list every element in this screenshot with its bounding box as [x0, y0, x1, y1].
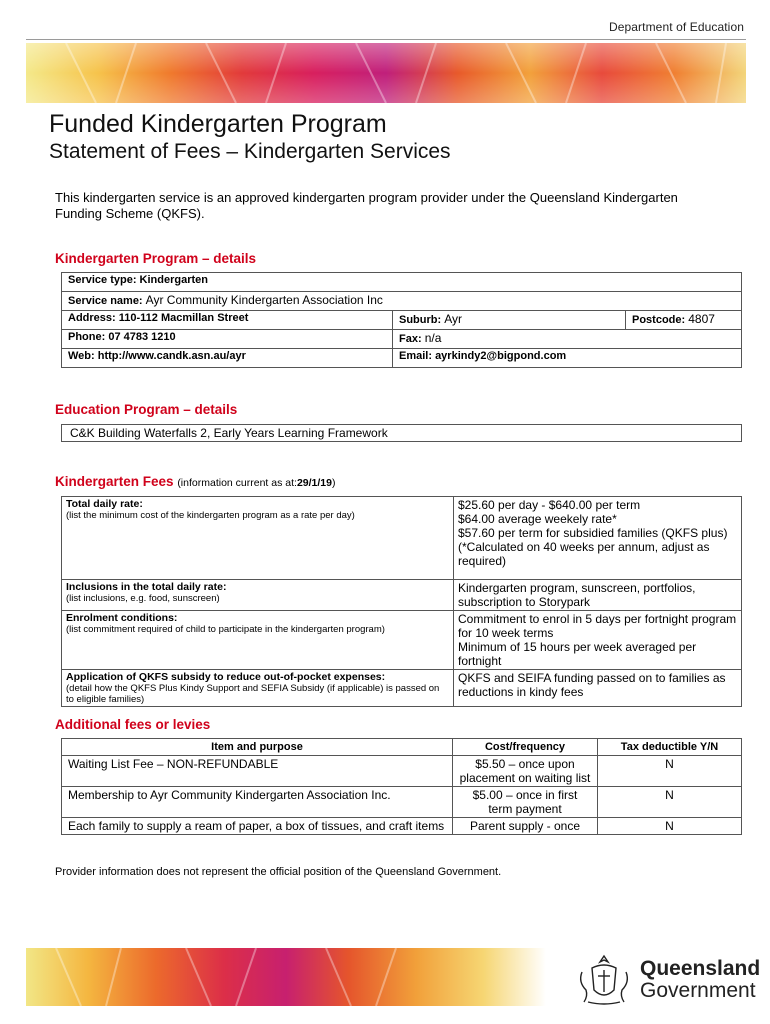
address-cell: Address: 110-112 Macmillan Street [62, 311, 393, 330]
service-name-cell: Service name: Ayr Community Kindergarten Association Inc [62, 292, 742, 311]
column-header-tax: Tax deductible Y/N [598, 739, 742, 756]
postcode-cell: Postcode: 4807 [626, 311, 742, 330]
fee-label-cell: Enrolment conditions: (list commitment required of child to participate in the kindergarten program) [62, 611, 454, 670]
fees-table [61, 496, 742, 707]
fee-value-cell: Kindergarten program, sunscreen, portfolios, subscription to Storypark [454, 580, 742, 611]
education-details-heading: Education Program – details [55, 402, 238, 417]
fee-label-cell: Inclusions in the total daily rate: (list inclusions, e.g. food, sunscreen) [62, 580, 454, 611]
email-cell: Email: ayrkindy2@bigpond.com [393, 349, 742, 368]
item-cell: Waiting List Fee – NON-REFUNDABLE [62, 756, 453, 787]
page-subtitle: Statement of Fees – Kindergarten Services [49, 140, 451, 163]
logo-line-2: Government [640, 979, 756, 1002]
program-details-table [61, 272, 742, 368]
tax-cell: N [598, 756, 742, 787]
table-header-row [62, 739, 742, 756]
fees-date-note: (information current as at:29/1/19) [177, 477, 336, 489]
fee-label-cell: Total daily rate: (list the minimum cost of the kindergarten program as a rate per day) [62, 497, 454, 580]
tax-cell: N [598, 787, 742, 818]
footer-banner [26, 948, 546, 1006]
queensland-government-logo [574, 950, 761, 1008]
header-banner [26, 43, 746, 103]
fee-row-total-daily-rate [62, 497, 742, 580]
cost-cell: $5.50 – once upon placement on waiting list [453, 756, 598, 787]
header-divider [26, 39, 746, 40]
fees-heading: Kindergarten Fees (information current as at:29/1/19) [55, 474, 336, 489]
phone-cell: Phone: 07 4783 1210 [62, 330, 393, 349]
tax-cell: N [598, 818, 742, 835]
table-row [62, 756, 742, 787]
suburb-cell: Suburb: Ayr [393, 311, 626, 330]
intro-paragraph: This kindergarten service is an approved kindergarten program provider under the Queensland Kindergarten Funding Scheme (QKFS). [55, 190, 678, 221]
item-cell: Membership to Ayr Community Kindergarten Association Inc. [62, 787, 453, 818]
education-program-value: C&K Building Waterfalls 2, Early Years Learning Framework [62, 425, 742, 442]
fee-value-cell: QKFS and SEIFA funding passed on to families as reductions in kindy fees [454, 670, 742, 707]
item-cell: Each family to supply a ream of paper, a box of tissues, and craft items [62, 818, 453, 835]
table-row [62, 787, 742, 818]
fee-value-cell: $25.60 per day - $640.00 per term $64.00 average weekely rate* $57.60 per term for subsidied families (QKFS plus) (*Calculated on 40 weeks per annum, adjust as required) [454, 497, 742, 580]
cost-cell: $5.00 – once in first term payment [453, 787, 598, 818]
column-header-cost: Cost/frequency [453, 739, 598, 756]
fax-cell: Fax: n/a [393, 330, 742, 349]
column-header-item: Item and purpose [62, 739, 453, 756]
fee-row-qkfs-subsidy [62, 670, 742, 707]
service-type-cell: Service type: Kindergarten [62, 273, 742, 292]
program-details-heading: Kindergarten Program – details [55, 251, 257, 266]
education-details-table [61, 424, 742, 442]
logo-line-1: Queensland [640, 957, 761, 980]
page-title: Funded Kindergarten Program [49, 110, 387, 138]
cost-cell: Parent supply - once [453, 818, 598, 835]
crest-icon [574, 950, 634, 1008]
fee-label-cell: Application of QKFS subsidy to reduce out-of-pocket expenses: (detail how the QKFS Plus Kindy Support and SEFIA Subsidy (if applicable) is passed on to eligible families) [62, 670, 454, 707]
fee-row-inclusions [62, 580, 742, 611]
table-row [62, 818, 742, 835]
department-name: Department of Education [608, 20, 744, 34]
disclaimer-note: Provider information does not represent the official position of the Queensland Government. [55, 866, 502, 878]
additional-fees-table [61, 738, 742, 835]
fee-value-cell: Commitment to enrol in 5 days per fortnight program for 10 week terms Minimum of 15 hours per week averaged per fortnight [454, 611, 742, 670]
additional-fees-heading: Additional fees or levies [55, 717, 211, 732]
web-cell: Web: http://www.candk.asn.au/ayr [62, 349, 393, 368]
fee-row-enrolment [62, 611, 742, 670]
